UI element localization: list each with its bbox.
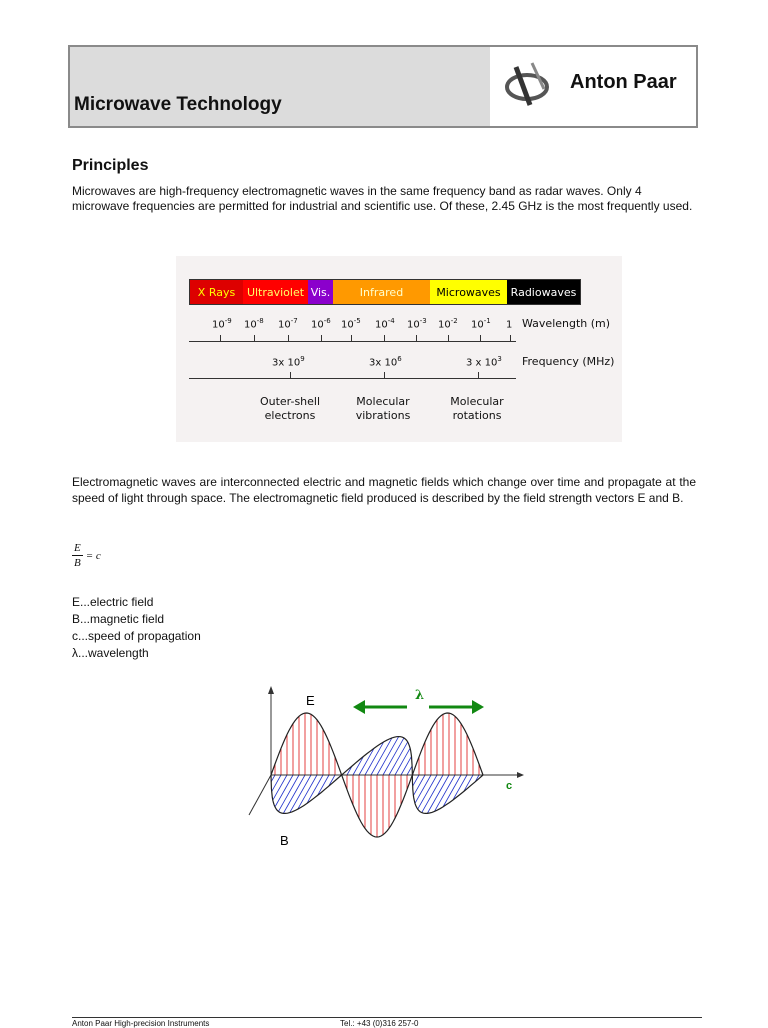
b-field-vector	[278, 775, 299, 811]
footer-phone: Tel.: +43 (0)316 257-0	[340, 1019, 419, 1028]
formula-numerator: E	[74, 542, 81, 554]
formula-denominator: B	[74, 557, 81, 569]
wavelength-tick: $10^{-8}$	[244, 317, 264, 331]
em-waves-paragraph: Electromagnetic waves are interconnected electric and magnetic fields which change over time and propagate at the speed of light through space. The electromagnetic field produced is described by the field strength vectors E and B.	[72, 475, 696, 505]
band-label: Vis.	[310, 285, 331, 299]
band-infrared	[333, 280, 430, 304]
document-title: Microwave Technology	[74, 94, 282, 115]
wavelength-axis	[189, 341, 516, 342]
region-outer-shell-electrons: Outer-shell electrons	[259, 395, 321, 422]
em-spectrum-figure	[176, 256, 622, 442]
document-header	[68, 45, 698, 128]
band-x-rays	[190, 280, 243, 304]
region-molecular-rotations: Molecular rotations	[450, 395, 504, 422]
depth-axis	[249, 775, 271, 815]
axis-tick	[480, 335, 481, 341]
band-ultraviolet	[243, 280, 308, 304]
definition-item: c...speed of propagation	[72, 629, 201, 643]
b-field-vector	[427, 775, 449, 813]
b-field-vector	[298, 775, 317, 809]
axis-tick	[448, 335, 449, 341]
b-field-vector	[395, 748, 410, 775]
band-microwaves	[430, 280, 507, 304]
b-field-vector	[377, 737, 399, 775]
b-field-vector	[359, 748, 374, 775]
definition-item: B...magnetic field	[72, 612, 165, 626]
b-field-vector	[353, 756, 363, 775]
wavelength-tick: $10^{-1}$	[471, 317, 491, 331]
b-field-vector	[273, 775, 287, 800]
e-label: E	[306, 693, 315, 708]
band-label: X Rays	[197, 285, 236, 299]
axis-tick	[351, 335, 352, 341]
axis-tick	[288, 335, 289, 341]
band-label: Infrared	[359, 285, 404, 299]
axis-tick	[416, 335, 417, 341]
band-visible	[308, 280, 333, 304]
axis-tick	[220, 335, 221, 341]
header-title-panel	[70, 47, 490, 126]
b-field-vector	[329, 775, 335, 786]
wavelength-tick: $10^{-5}$	[341, 317, 361, 331]
axis-tick	[384, 335, 385, 341]
wavelength-tick: 1	[506, 319, 513, 331]
band-radiowaves	[507, 280, 580, 304]
frequency-tick: 3x $10^6$	[369, 355, 402, 369]
wavelength-tick: $10^{-4}$	[375, 317, 395, 331]
b-field-vector	[407, 766, 412, 775]
b-field-vector	[272, 775, 281, 792]
b-field-vector	[453, 775, 467, 800]
wavelength-tick: $10^{-6}$	[311, 317, 331, 331]
wavelength-tick: $10^{-9}$	[212, 317, 232, 331]
region-molecular-vibrations: Molecular vibrations	[355, 395, 411, 422]
b-field-vector	[290, 775, 311, 813]
b-field-vector	[365, 742, 384, 775]
principles-paragraph: Microwaves are high-frequency electromagnetic waves in the same frequency band as radar waves. Only 4 microwave frequencies are permitted for industrial and scientific use. Of these, 2.45 GHz is the most frequently used.	[72, 184, 693, 213]
definition-item: E...electric field	[72, 595, 154, 609]
field-ratio-formula	[72, 541, 101, 570]
vertical-axis-arrowhead	[268, 686, 274, 694]
spectrum-band-bar	[189, 279, 581, 305]
wavelength-tick: $10^{-2}$	[438, 317, 458, 331]
axis-tick	[510, 335, 511, 341]
axis-tick	[321, 335, 322, 341]
propagation-axis-arrowhead	[517, 772, 524, 778]
symbol-definitions	[72, 594, 201, 662]
brand-name: Anton Paar	[570, 71, 677, 93]
b-label: B	[280, 833, 289, 848]
axis-tick	[254, 335, 255, 341]
b-field-vector	[401, 756, 411, 775]
frequency-axis-label: Frequency (MHz)	[522, 355, 615, 368]
wavelength-tick: $10^{-7}$	[278, 317, 298, 331]
b-field-vector	[413, 775, 425, 796]
lambda-arrowhead-right	[472, 700, 484, 714]
frequency-tick: 3 x $10^3$	[466, 355, 502, 369]
band-label: Microwaves	[436, 285, 501, 299]
frequency-axis	[189, 378, 516, 379]
b-field-vector	[383, 738, 404, 775]
lambda-arrowhead-left	[353, 700, 365, 714]
formula-rhs: = c	[85, 549, 101, 562]
band-label: Ultraviolet	[246, 285, 305, 299]
fraction	[72, 541, 83, 570]
axis-tick	[478, 372, 479, 378]
band-label: Radiowaves	[510, 285, 577, 299]
b-field-vector	[418, 775, 437, 809]
frequency-tick: 3x $10^9$	[272, 355, 305, 369]
wavelength-tick: $10^{-3}$	[407, 317, 427, 331]
b-field-vector	[464, 775, 473, 792]
axis-tick	[290, 372, 291, 378]
em-wave-diagram	[243, 682, 533, 852]
b-field-vector	[389, 742, 408, 775]
b-field-vector	[283, 775, 305, 813]
b-field-vector	[317, 775, 329, 796]
section-heading: Principles	[72, 157, 149, 174]
page-footer	[72, 1017, 702, 1028]
c-label: c	[506, 780, 513, 792]
b-field-vector	[422, 775, 443, 813]
anton-paar-logo-icon	[502, 59, 552, 109]
definition-item: λ...wavelength	[72, 646, 149, 660]
brand-panel	[490, 47, 696, 126]
axis-tick	[384, 372, 385, 378]
b-field-vector	[413, 775, 419, 786]
lambda-label: λ	[415, 688, 425, 703]
wavelength-axis-label: Wavelength (m)	[522, 317, 611, 330]
footer-company: Anton Paar High-precision Instruments	[72, 1019, 210, 1028]
